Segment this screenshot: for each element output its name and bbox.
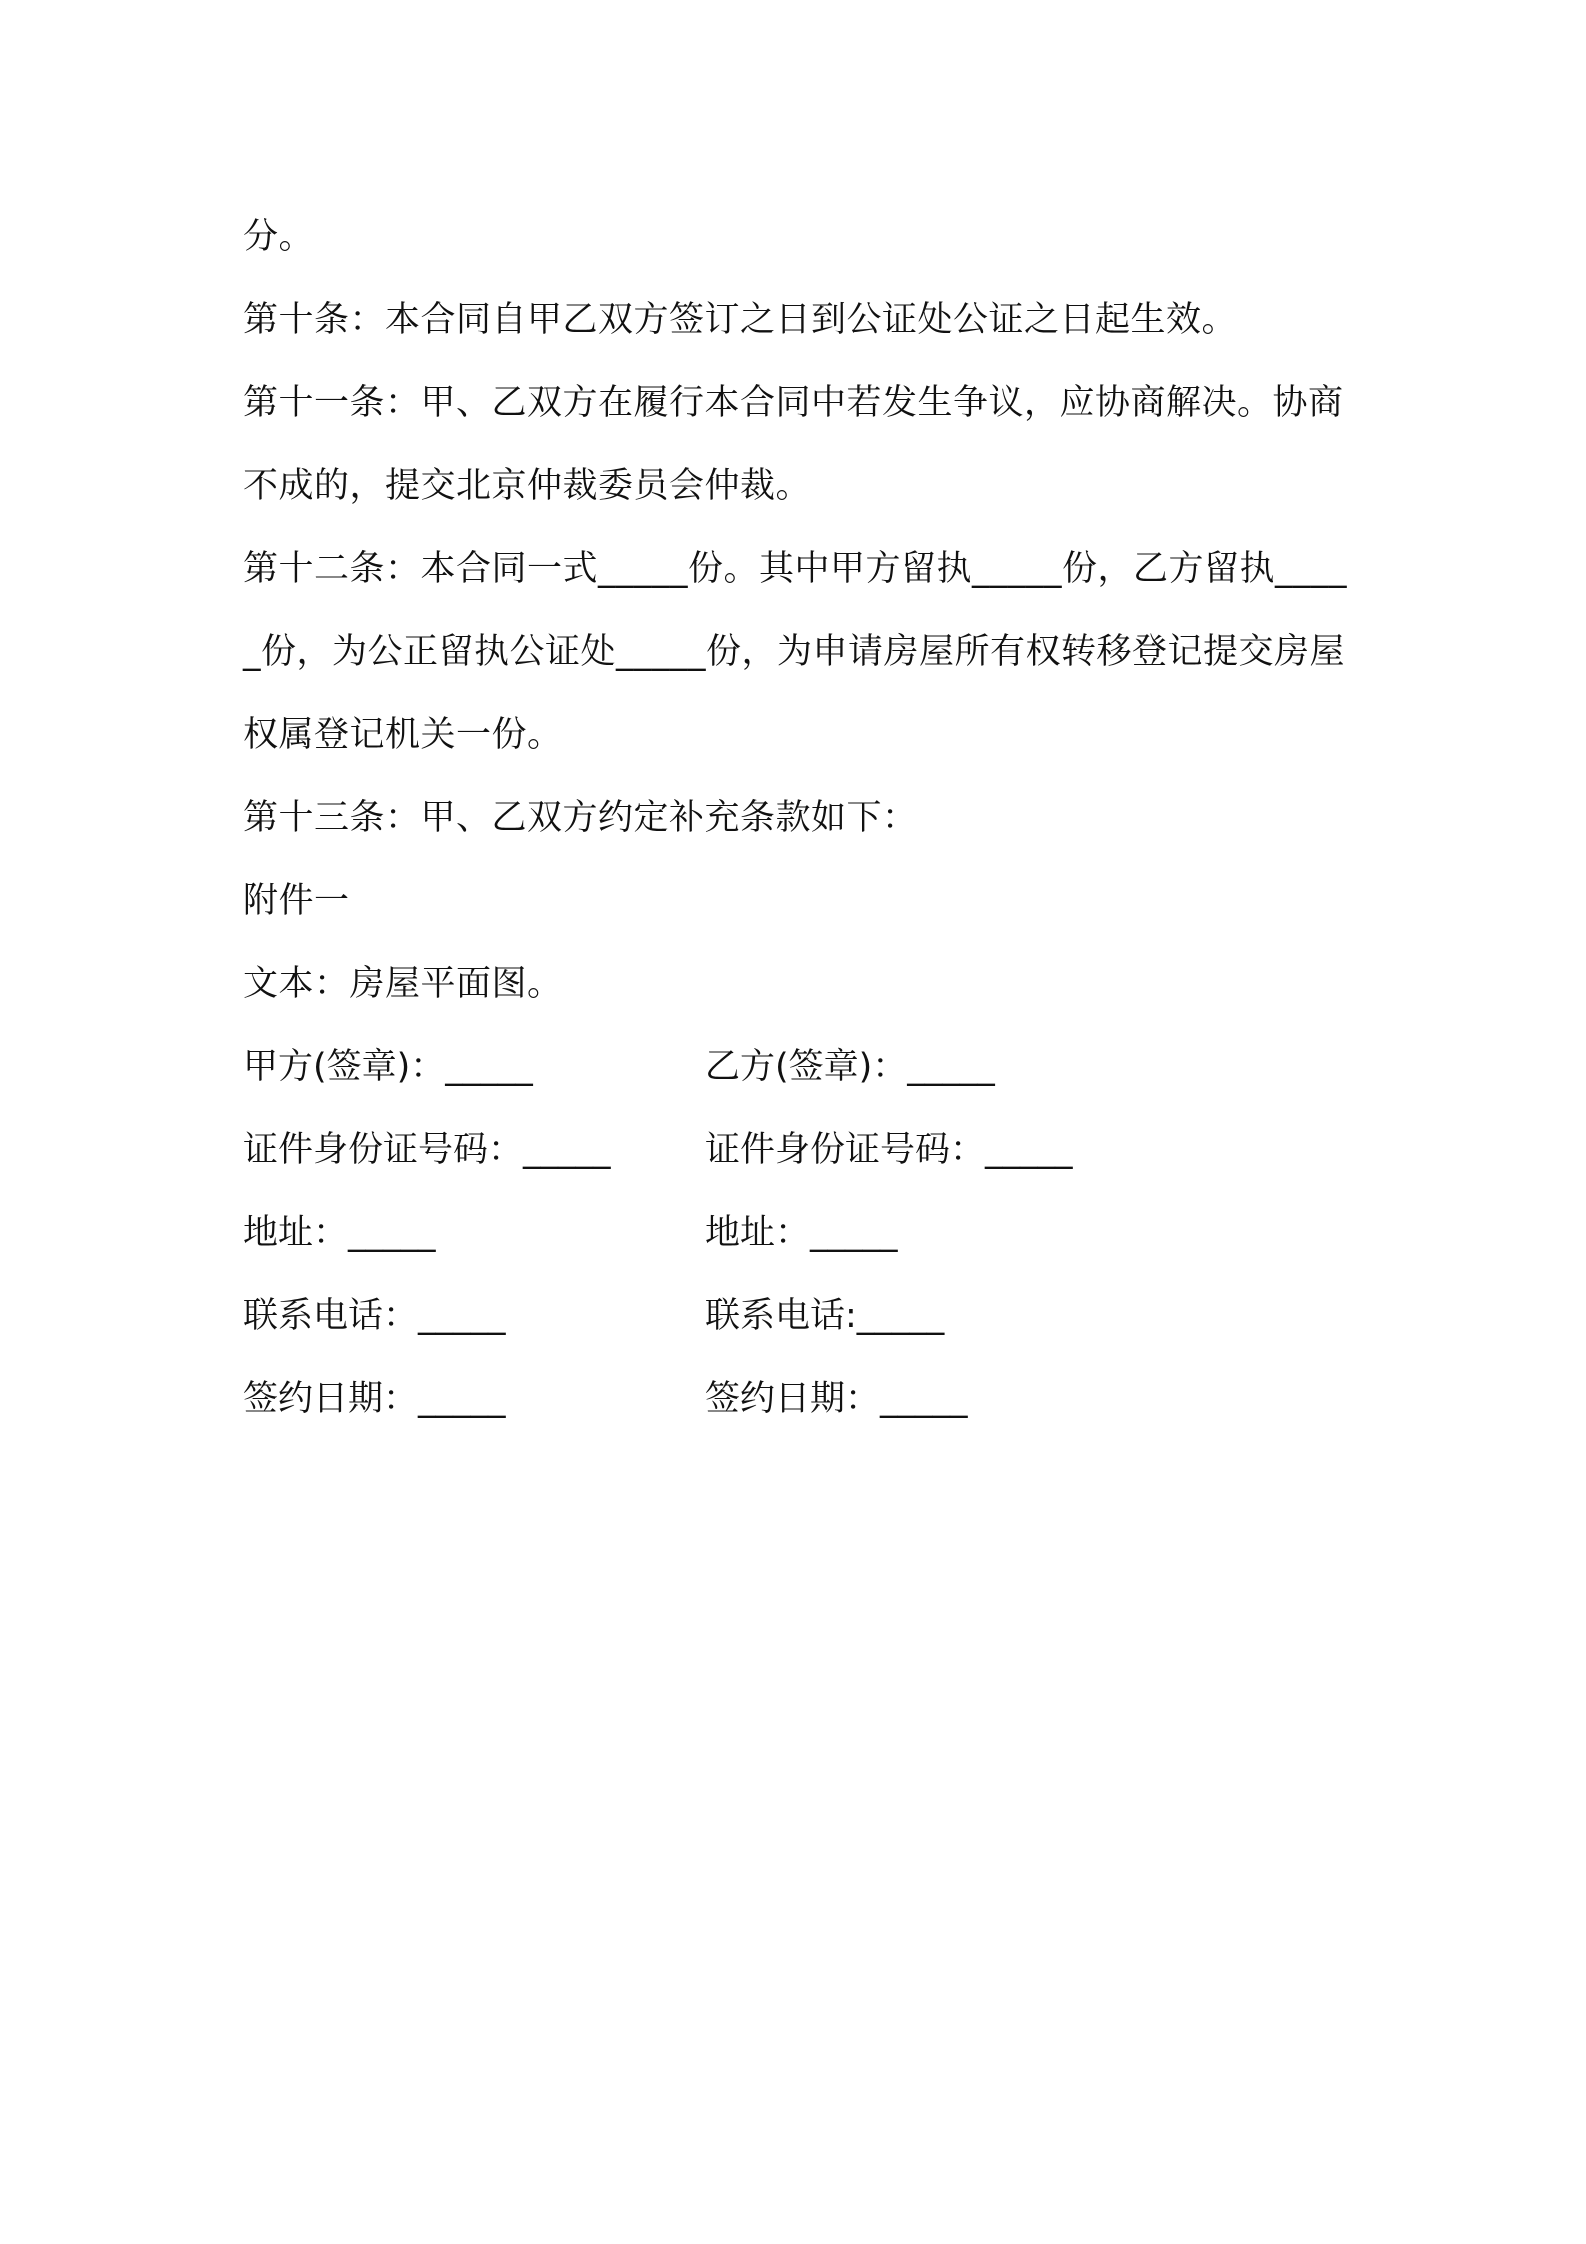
signature-block xyxy=(243,1026,1363,1441)
party-a-address: 地址：_____ xyxy=(243,1213,436,1253)
party-a-id-number: 证件身份证号码：_____ xyxy=(243,1130,611,1170)
signature-row-id xyxy=(243,1109,1363,1192)
attachment-heading: 附件一 xyxy=(243,881,350,921)
signature-row-address xyxy=(243,1192,1363,1275)
party-b-seal: 乙方(签章)：_____ xyxy=(705,1047,995,1087)
party-a-sign-date: 签约日期：_____ xyxy=(243,1379,506,1419)
article-10: 第十条：本合同自甲乙双方签订之日到公证处公证之日起生效。 xyxy=(243,300,1238,340)
party-b-sign-date: 签约日期：_____ xyxy=(705,1379,968,1419)
signature-row-seal xyxy=(243,1026,1363,1109)
article-12: 第十二条：本合同一式_____份。其中甲方留执_____份，乙方留执_____份，为公正留执公证处_____份，为申请房屋所有权转移登记提交房屋权属登记机关一份。 xyxy=(243,549,1348,755)
party-b-address: 地址：_____ xyxy=(705,1213,898,1253)
paragraph-continuation: 分。 xyxy=(243,217,315,257)
party-b-phone: 联系电话:_____ xyxy=(705,1296,945,1336)
party-a-seal: 甲方(签章)：_____ xyxy=(243,1047,533,1087)
party-b-id-number: 证件身份证号码：_____ xyxy=(705,1130,1073,1170)
signature-row-date xyxy=(243,1358,1363,1441)
contract-body xyxy=(243,196,1363,1026)
signature-row-phone xyxy=(243,1275,1363,1358)
attachment-text: 文本：房屋平面图。 xyxy=(243,964,563,1004)
party-a-phone: 联系电话：_____ xyxy=(243,1296,506,1336)
article-11: 第十一条：甲、乙双方在履行本合同中若发生争议，应协商解决。协商不成的，提交北京仲裁委员会仲裁。 xyxy=(243,383,1344,506)
article-13: 第十三条：甲、乙双方约定补充条款如下： xyxy=(243,798,918,838)
